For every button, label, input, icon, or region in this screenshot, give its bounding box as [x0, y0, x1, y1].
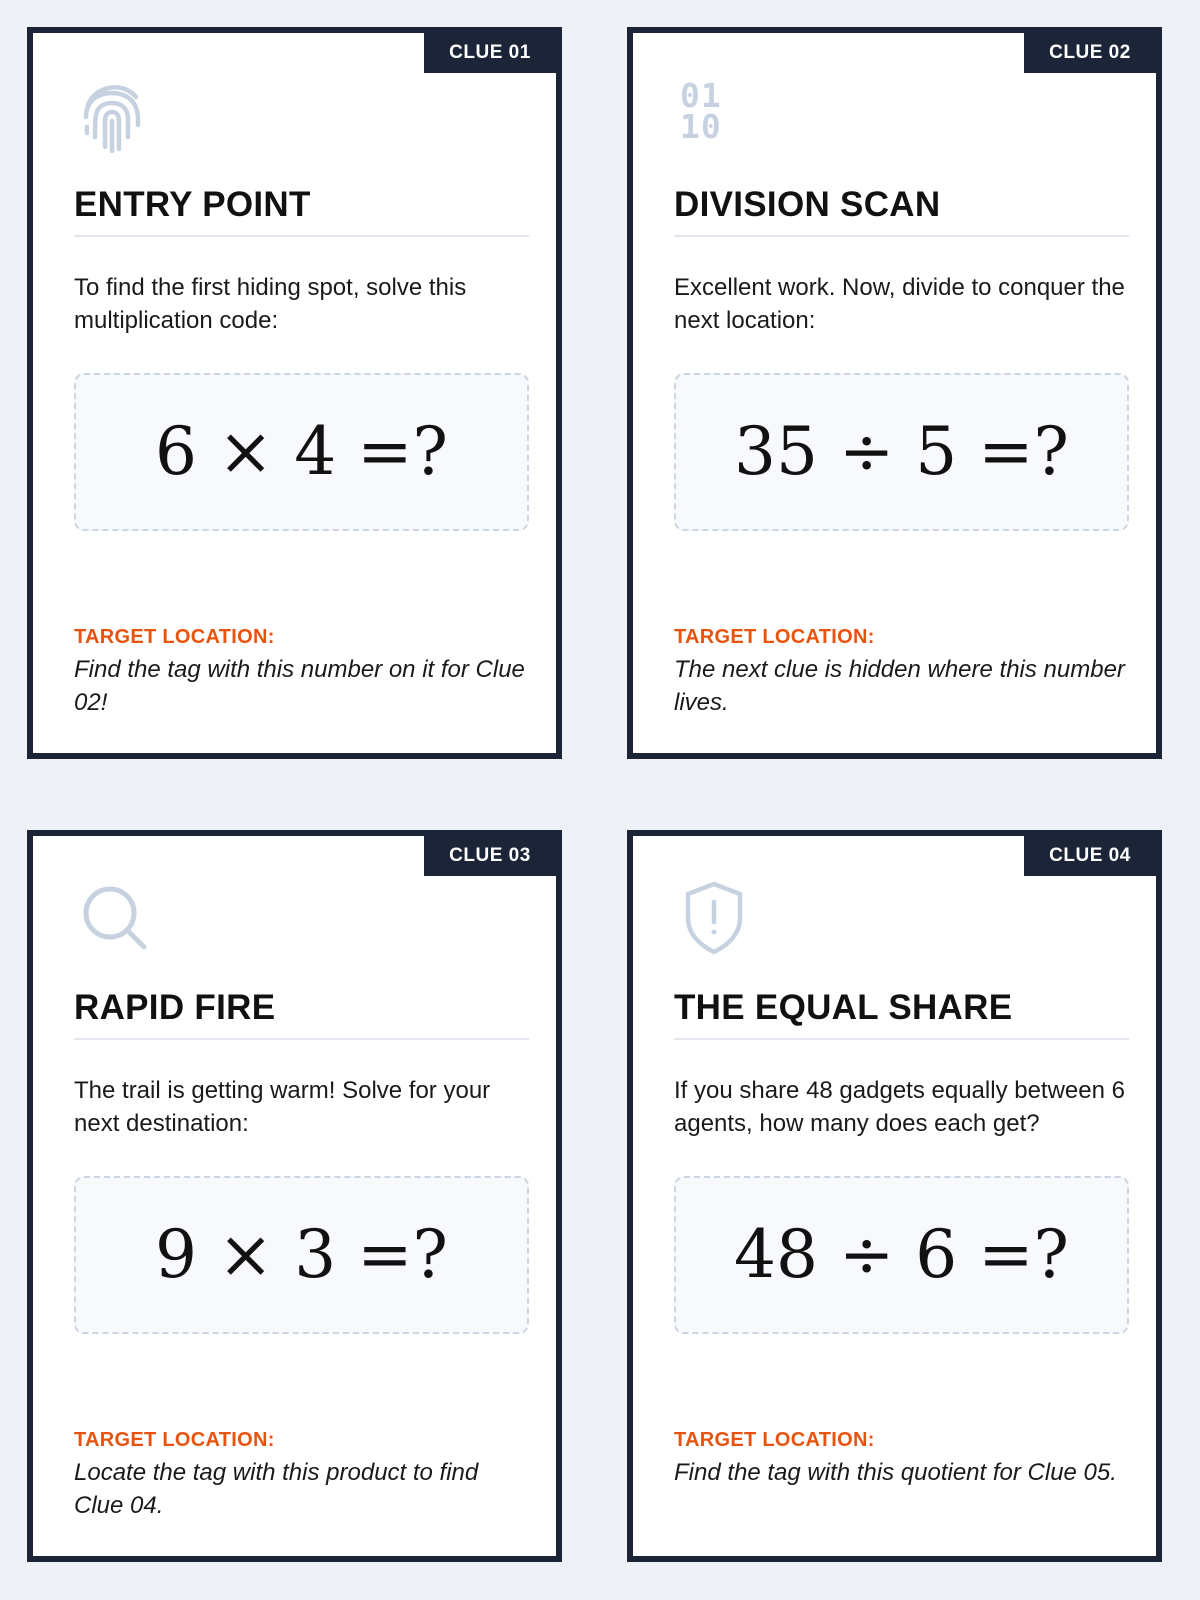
target-location-text: Find the tag with this number on it for Clue 02! [74, 656, 525, 716]
clue-badge: CLUE 01 [424, 33, 556, 73]
target-location-text: Locate the tag with this product to find Clue 04. [74, 1459, 479, 1519]
math-equation: 6 × 4 =? [74, 373, 529, 531]
binary-icon-line: 01 [680, 76, 722, 115]
clue-card-02 [627, 27, 1162, 759]
binary-icon-line: 10 [680, 107, 722, 146]
magnifying-glass-icon [74, 878, 154, 958]
card-description: To find the first hiding spot, solve this multiplication code: [74, 274, 467, 334]
math-equation: 35 ÷ 5 =? [674, 373, 1129, 531]
clue-card-01 [27, 27, 562, 759]
shield-alert-icon [674, 878, 754, 958]
card-title: ENTRY POINT [74, 179, 529, 237]
card-description: If you share 48 gadgets equally between 6 agents, how many does each get? [674, 1077, 1125, 1137]
clue-badge: CLUE 03 [424, 836, 556, 876]
clue-card-04 [627, 830, 1162, 1562]
card-title: DIVISION SCAN [674, 179, 1129, 237]
target-location-label: TARGET LOCATION: [74, 626, 275, 648]
card-title: RAPID FIRE [74, 982, 529, 1040]
target-location-label: TARGET LOCATION: [674, 1429, 875, 1451]
clue-badge: CLUE 04 [1024, 836, 1156, 876]
card-description: The trail is getting warm! Solve for your next destination: [74, 1077, 491, 1137]
target-location-text: The next clue is hidden where this number lives. [674, 656, 1125, 716]
card-title: THE EQUAL SHARE [674, 982, 1129, 1040]
clue-card-03 [27, 830, 562, 1562]
target-location-text: Find the tag with this quotient for Clue 05. [674, 1459, 1117, 1486]
clue-badge: CLUE 02 [1024, 33, 1156, 73]
math-equation: 48 ÷ 6 =? [674, 1176, 1129, 1334]
card-description: Excellent work. Now, divide to conquer the next location: [674, 274, 1125, 334]
binary-icon [674, 75, 760, 160]
fingerprint-icon [74, 75, 154, 155]
target-location-label: TARGET LOCATION: [674, 626, 875, 648]
math-equation: 9 × 3 =? [74, 1176, 529, 1334]
target-location-label: TARGET LOCATION: [74, 1429, 275, 1451]
